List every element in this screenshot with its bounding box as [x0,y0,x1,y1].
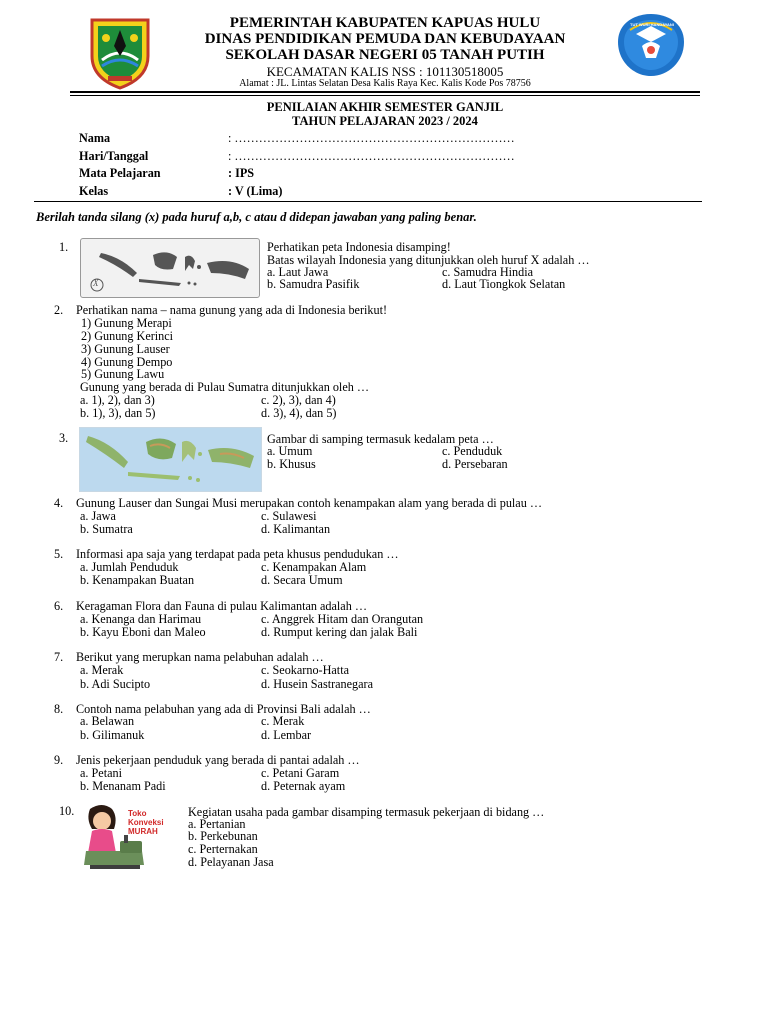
q6-number: 6. [54,599,64,613]
q3-option-d[interactable]: d. Persebaran [442,457,508,471]
q1-stem-2: Batas wilayah Indonesia yang ditunjukkan oleh huruf X adalah … [267,253,590,267]
q2-option-d[interactable]: d. 3), 4), dan 5) [261,406,337,420]
header-line-1: PEMERINTAH KABUPATEN KAPUAS HULU [229,15,541,31]
header-divider-bottom [70,95,700,96]
q2-list-item: 2) Gunung Kerinci [81,329,174,343]
q1-number: 1. [59,240,69,254]
q10-option-a[interactable]: a. Pertanian [188,817,246,831]
identity-value-date[interactable]: : …………………………………………………………… [228,149,515,163]
q3-option-c[interactable]: c. Penduduk [442,444,503,458]
exam-year: TAHUN PELAJARAN 2023 / 2024 [292,114,478,128]
q8-option-b[interactable]: b. Gilimanuk [80,728,145,742]
q1-option-b[interactable]: b. Samudra Pasifik [267,277,360,291]
q9-option-c[interactable]: c. Petani Garam [261,766,340,780]
q8-number: 8. [54,702,64,716]
q10-shop-sign: Toko Konveksi MURAH [128,809,164,836]
q10-stem: Kegiatan usaha pada gambar disamping termasuk pekerjaan di bidang … [188,805,545,819]
q4-option-c[interactable]: c. Sulawesi [261,509,317,523]
instruction: Berilah tanda silang (x) pada huruf a,b, c atau d didepan jawaban yang paling benar. [36,210,477,224]
q6-option-b[interactable]: b. Kayu Eboni dan Maleo [80,625,206,639]
q1-map-mark: X [93,278,99,288]
q2-list-item: 5) Gunung Lawu [81,367,165,381]
q5-option-a[interactable]: a. Jumlah Penduduk [80,560,179,574]
q8-stem: Contoh nama pelabuhan yang ada di Provinsi Bali adalah … [76,702,371,716]
q10-option-c[interactable]: c. Perternakan [188,842,258,856]
q2-option-b[interactable]: b. 1), 3), dan 5) [80,406,156,420]
q2-list-item: 4) Gunung Dempo [81,355,173,369]
q5-option-b[interactable]: b. Kenampakan Buatan [80,573,195,587]
q9-stem: Jenis pekerjaan penduduk yang berada di pantai adalah … [76,753,360,767]
q2-option-a[interactable]: a. 1), 2), dan 3) [80,393,155,407]
exam-title: PENILAIAN AKHIR SEMESTER GANJIL [266,100,504,114]
q3-stem: Gambar di samping termasuk kedalam peta … [267,432,494,446]
q10-option-b[interactable]: b. Perkebunan [188,829,258,843]
tut-wuri-label: TUT WURI HANDAYANI [630,22,674,27]
q7-option-d[interactable]: d. Husein Sastranegara [261,677,374,691]
q2-list-item: 3) Gunung Lauser [81,342,170,356]
q8-option-d[interactable]: d. Lembar [261,728,312,742]
relief-map-icon [80,428,261,491]
header-line-2: DINAS PENDIDIKAN PEMUDA DAN KEBUDAYAAN [204,31,566,47]
q9-option-a[interactable]: a. Petani [80,766,122,780]
q5-number: 5. [54,547,64,561]
q1-indonesia-map [80,238,260,298]
q2-option-c[interactable]: c. 2), 3), dan 4) [261,393,336,407]
q9-number: 9. [54,753,64,767]
q1-option-a[interactable]: a. Laut Jawa [267,265,329,279]
identity-label-class: Kelas [79,184,109,198]
q5-option-c[interactable]: c. Kenampakan Alam [261,560,367,574]
q10-option-d[interactable]: d. Pelayanan Jasa [188,855,274,869]
q2-question: Gunung yang berada di Pulau Sumatra ditunjukkan oleh … [80,380,370,394]
q9-option-b[interactable]: b. Menanam Padi [80,779,166,793]
q8-option-a[interactable]: a. Belawan [80,714,135,728]
q3-option-b[interactable]: b. Khusus [267,457,316,471]
header-address: Alamat : JL. Lintas Selatan Desa Kalis Raya Kec. Kalis Kode Pos 78756 [239,78,531,89]
q2-stem: Perhatikan nama – nama gunung yang ada di Indonesia berikut! [76,303,388,317]
q1-stem-1: Perhatikan peta Indonesia disamping! [267,240,451,254]
q4-option-a[interactable]: a. Jawa [80,509,116,523]
q4-stem: Gunung Lauser dan Sungai Musi merupakan contoh kenampakan alam yang berada di pulau … [76,496,543,510]
q3-number: 3. [59,431,69,445]
q7-option-c[interactable]: c. Seokarno-Hatta [261,663,349,677]
identity-label-date: Hari/Tanggal [79,149,149,163]
q7-option-b[interactable]: b. Adi Sucipto [80,677,151,691]
q10-tailor-illustration [82,801,178,873]
q5-option-d[interactable]: d. Secara Umum [261,573,343,587]
q6-stem: Keragaman Flora dan Fauna di pulau Kalimantan adalah … [76,599,368,613]
q3-option-a[interactable]: a. Umum [267,444,313,458]
q10-number: 10. [59,804,75,818]
header-line-3: SEKOLAH DASAR NEGERI 05 TANAH PUTIH [225,47,545,63]
identity-label-subject: Mata Pelajaran [79,166,161,180]
header-divider-top [70,91,700,93]
q7-option-a[interactable]: a. Merak [80,663,124,677]
identity-divider [34,201,702,202]
q2-list-item: 1) Gunung Merapi [81,316,172,330]
q2-number: 2. [54,303,64,317]
q6-option-c[interactable]: c. Anggrek Hitam dan Orangutan [261,612,424,626]
q4-number: 4. [54,496,64,510]
q7-stem: Berikut yang merupkan nama pelabuhan adalah … [76,650,324,664]
q6-option-a[interactable]: a. Kenanga dan Harimau [80,612,202,626]
q7-number: 7. [54,650,64,664]
q1-option-d[interactable]: d. Laut Tiongkok Selatan [442,277,566,291]
q9-option-d[interactable]: d. Peternak ayam [261,779,346,793]
q6-option-d[interactable]: d. Rumput kering dan jalak Bali [261,625,418,639]
identity-label-name: Nama [79,131,111,145]
header-line-4: KECAMATAN KALIS NSS : 101130518005 [266,64,504,79]
q8-option-c[interactable]: c. Merak [261,714,305,728]
q4-option-d[interactable]: d. Kalimantan [261,522,331,536]
identity-value-subject: : IPS [228,166,255,180]
q4-option-b[interactable]: b. Sumatra [80,522,133,536]
q1-option-c[interactable]: c. Samudra Hindia [442,265,534,279]
identity-value-class: : V (Lima) [228,184,283,198]
q3-general-map [79,427,262,492]
q5-stem: Informasi apa saja yang terdapat pada peta khusus pendudukan … [76,547,399,561]
indonesia-map-icon [81,239,259,297]
identity-value-name[interactable]: : …………………………………………………………… [228,131,515,145]
